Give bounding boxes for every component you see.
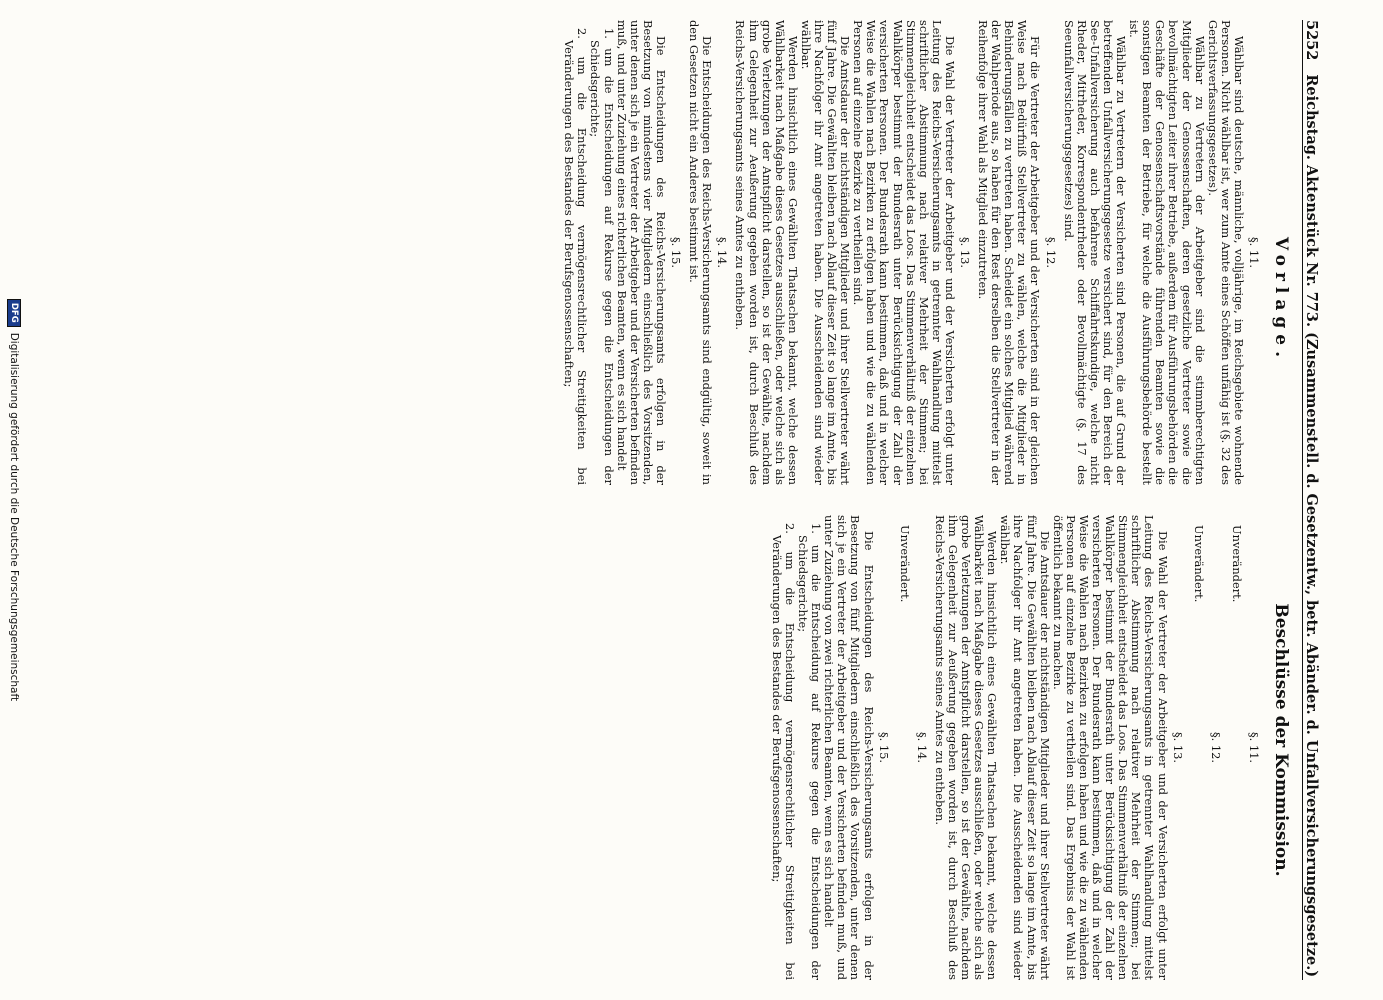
running-title: Reichstag. Aktenstück Nr. 773. (Zusammenstell. d. Gesetzentw., betr. Abänder. d. Unfallversicherungsgesetze.) <box>1303 74 1320 978</box>
paragraph: Die Wahl der Vertreter der Arbeitgeber und der Versicherten erfolgt unter Leitung des Reichs-Versicherungsamts in getrennter Wahlhandlung mittelst schriftlicher Abstimmung nach relativer Mehrheit der Stimmen; bei Stimmengleichheit entscheidet das Loos. Das Stimmenverhältniß der einzelnen Wahlkörper bestimmt der Bundesrath unter Berücksichtigung der Zahl der versicherten Personen. Der Bundesrath kann bestimmen, daß und in welcher Weise die Wahlen nach Bezirken zu erfolgen haben und wie die zu wählenden Personen auf einzelne Bezirke zu vertheilen sind. <box>851 20 957 485</box>
paragraph: Die Amtsdauer der nichtständigen Mitglieder und ihrer Stellvertreter währt fünf Jahre. Die Gewählten bleiben nach Ablauf dieser Zeit so lange im Amte, bis ihre Nachfolger ihr Amt angetreten haben. Die Ausscheidenden sind wieder wählbar. <box>998 515 1052 980</box>
list-item: 2. um die Entscheidung vermögensrechtlicher Streitigkeiten bei Veränderungen des Bestandes der Berufsgenossenschaften; <box>562 28 590 485</box>
paragraph: Für die Vertreter der Arbeitgeber und der Versicherten sind in der gleichen Weise nach Bedürfniß Stellvertreter zu wählen, welche die Mitglieder in Behinderungsfällen zu vertreten haben. Scheidet ein solches Mitglied während der Wahlperiode aus, so haben für den Rest derselben die Stellvertreter in der Reihenfolge ihrer Wahl als Mitglied einzutreten. <box>976 20 1043 485</box>
paragraph: Werden hinsichtlich eines Gewählten Thatsachen bekannt, welche dessen Wählbarkeit nach Maßgabe dieses Gesetzes ausschließen, oder welche sich als grobe Verletzungen der Amtspflicht darstellen, so ist der Gewählte, nachdem ihm Gelegenheit zur Aeußerung gegeben worden ist, durch Beschluß des Reichs-Versicherungsamts seines Amtes zu entheben. <box>733 20 800 485</box>
left-column-heading: Vorlage. <box>1271 236 1291 364</box>
paragraph: Werden hinsichtlich eines Gewählten Thatsachen bekannt, welche dessen Wählbarkeit nach Maßgabe dieses Gesetzes ausschließen, oder welche sich als grobe Verletzungen der Amtspflicht darstellen, so ist der Gewählte, nachdem ihm Gelegenheit zur Aeußerung gegeben worden ist, durch Beschluß des Reichs-Versicherungsamts seines Amtes zu entheben. <box>932 515 1000 980</box>
list-item: 1. um die Entscheidung auf Rekurse gegen die Entscheidungen der Schiedsgerichte; <box>796 523 824 980</box>
paragraph: Die Entscheidungen des Reichs-Versicherungsamts erfolgen in der Besetzung von mindestens vier Mitgliedern einschließlich des Vorsitzenden, unter denen sich je ein Vertreter der Arbeitgeber und der Versicherten befinden muß, und unter Zuziehung eines richterlichen Beamten, wenn es sich handelt <box>614 20 668 485</box>
page-header <box>1302 20 1337 980</box>
digitization-credit <box>1 0 27 1000</box>
section-heading: §. 12. <box>1208 731 1223 764</box>
section-heading: §. 14. <box>715 236 730 269</box>
paragraph: Die Entscheidungen des Reichs-Versicherungsamts sind endgültig, soweit in den Gesetzen nicht ein Anderes bestimmt ist. <box>687 20 715 485</box>
paragraph: Wählbar zu Vertretern der Versicherten sind Personen, die auf Grund der betreffenden Unfallversicherungsgesetze versichert sind, für den Bereich der See-Unfallversicherung auch befahrene Schiffahrtskundige, welche nicht Rheder, Mitrheder, Korrespondentrheder oder Bevollmächtigte (§. 17 des Seeunfallversicherungsgesetzes) sind. <box>1061 20 1129 485</box>
left-column-vorlage <box>562 20 1265 485</box>
paragraph: Wählbar zu Vertretern der Arbeitgeber sind die stimmberechtigten Mitglieder der Genossenschaften, deren gesetzliche Vertreter sowie die bevollmächtigten Leiter ihrer Betriebe, außerdem für Ausführungsbehörden die Geschäfte der Genossenschaftsvorstände führenden Beamten sowie die sonstigen Beamten der Betriebe, für welche die Ausführungsbehörde bestellt ist. <box>1127 20 1207 485</box>
dfg-logo: DFG <box>7 299 21 327</box>
unchanged-note: Unverändert. <box>897 525 912 603</box>
section-heading: §. 15. <box>876 731 891 764</box>
section-heading: §. 13. <box>1170 731 1185 764</box>
unchanged-note: Unverändert. <box>1229 525 1244 603</box>
credit-text: Digitalisierung gefördert durch die Deutsche Forschungsgemeinschaft <box>8 332 20 702</box>
right-column-heading: Beschlüsse der Kommission. <box>1271 603 1291 877</box>
section-heading: §. 11. <box>1247 731 1261 764</box>
list-item: 2. um die Entscheidung vermögensrechtlicher Streitigkeiten bei Veränderungen des Bestandes der Berufsgenossenschaften; <box>769 523 797 980</box>
list-item: 1. um die Entscheidungen auf Rekurse gegen die Entscheidungen der Schiedsgerichte; <box>588 28 616 485</box>
paragraph: Die Entscheidungen des Reichs-Versicherungsamts erfolgen in der Besetzung von fünf Mitgliedern einschließlich des Vorsitzenden, unter denen sich je ein Vertreter der Arbeitgeber und der Versicherten befinden muß, und unter Zuziehung von zwei richterlichen Beamten, wenn es sich handelt <box>822 515 876 980</box>
section-heading: §. 14. <box>914 731 929 764</box>
section-heading: §. 15. <box>669 236 684 269</box>
page-number: 5252 <box>1303 20 1320 61</box>
paragraph: Die Wahl der Vertreter der Arbeitgeber und der Versicherten erfolgt unter Leitung des Reichs-Versicherungsamts in getrennter Wahlhandlung mittelst schriftlicher Abstimmung nach relativer Mehrheit der Stimmen; bei Stimmengleichheit entscheidet das Loos. Das Stimmenverhältniß der einzelnen Wahlkörper bestimmt der Bundesrath unter Berücksichtigung der Zahl der versicherten Personen. Der Bundesrath kann bestimmen, daß und in welcher Weise die Wahlen nach Bezirken zu erfolgen haben und wie die zu wählenden Personen auf einzelne Bezirke zu vertheilen sind. Das Ergebniss der Wahl ist öffentlich bekannt zu machen. <box>1050 515 1170 980</box>
section-heading: §. 11. <box>1247 236 1261 269</box>
paragraph: Wählbar sind deutsche, männliche, volljährige, im Reichsgebiete wohnende Personen. Nicht wählbar ist, wer zum Amte eines Schöffen unfähig ist (§. 32 des Gerichtsverfassungsgesetzes). <box>1205 20 1246 485</box>
section-heading: §. 13. <box>958 236 973 269</box>
unchanged-note: Unverändert. <box>1191 525 1206 603</box>
right-column-kommission <box>770 515 1265 980</box>
section-heading: §. 12. <box>1043 236 1058 269</box>
paragraph: Die Amtsdauer der nichtständigen Mitglieder und ihrer Stellvertreter währt fünf Jahre. Die Gewählten bleiben nach Ablauf dieser Zeit so lange im Amte, bis ihre Nachfolger ihr Amt angetreten haben. Die Ausscheidenden sind wieder wählbar. <box>798 20 853 485</box>
